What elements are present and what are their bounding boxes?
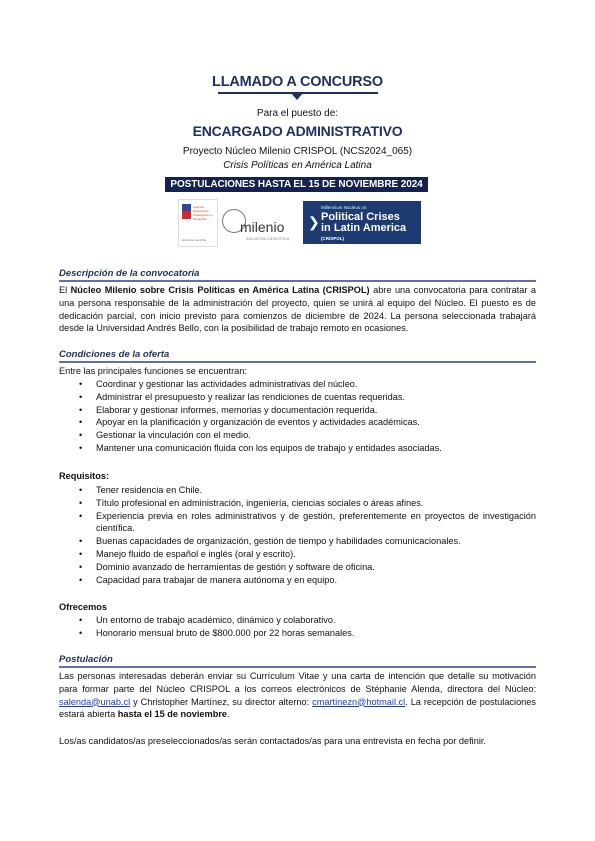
project-name: Proyecto Núcleo Milenio CRISPOL (NCS2024_065) <box>182 146 413 157</box>
milenio-tagline: INICIATIVA CIENTÍFICA <box>246 236 290 241</box>
section-divider <box>59 361 536 363</box>
crispol-logo-line1: Political Crises <box>321 211 400 223</box>
email-link-martinez[interactable]: cmartinezn@hotmail.cl <box>312 696 406 707</box>
list-item: • Experiencia previa en roles administrativos y de gestión, preferentemente en proyectos de investigación científica. <box>59 510 536 536</box>
ofrecemos-list <box>59 614 536 640</box>
funciones-list <box>59 378 536 455</box>
anid-logo-text: Agencia Nacional de Investigación y Desarrollo <box>193 205 213 221</box>
list-item: • Título profesional en administración, ingeniería, ciencias sociales o áreas afines. <box>59 497 536 510</box>
anid-flag-red <box>182 211 191 219</box>
section-divider <box>59 666 536 668</box>
crispol-logo-tag: (CRISPOL) <box>321 236 344 241</box>
descripcion-paragraph: El Núcleo Milenio sobre Crisis Políticas en América Latina (CRISPOL) abre una convocatoria para contratar a una persona responsable de la administración del proyecto, quien se unirá al equipo del Núcleo. El puesto es de dedicación parcial, con inicio previsto para comienzos de diciembre de 2024. La persona seleccionada trabajará desde la Universidad Andrés Bello, con la posibilidad de trabajo remoto en ocasiones. <box>59 285 536 334</box>
title-arrow-icon <box>291 93 303 100</box>
list-item: • Buenas capacidades de organización, gestión de tiempo y habilidades comunicacionales. <box>59 535 536 548</box>
milenio-wordmark: milenio <box>240 219 285 235</box>
list-item: • Elaborar y gestionar informes, memorias y documentación requerida. <box>59 404 536 417</box>
entrevista-paragraph: Los/as candidatos/as preseleccionados/as serán contactados/as para una entrevista en fecha por definir. <box>59 736 486 746</box>
section-heading-condiciones: Condiciones de la oferta <box>59 349 170 360</box>
list-item: • Tener residencia en Chile. <box>59 484 536 497</box>
list-item: • Dominio avanzado de herramientas de gestión y software de oficina. <box>59 561 536 574</box>
anid-logo <box>178 199 218 247</box>
list-item: • Mantener una comunicación fluida con los equipos de trabajo y entidades asociadas. <box>59 442 536 455</box>
deadline-text: hasta el 15 de noviembre <box>117 709 228 720</box>
section-divider <box>59 280 536 282</box>
chevron-right-icon: ❯ <box>308 214 320 230</box>
section-heading-postulacion: Postulación <box>59 654 113 665</box>
ofrecemos-title: Ofrecemos <box>59 602 108 612</box>
list-item: • Capacidad para trabajar de manera autónoma y en equipo. <box>59 574 536 587</box>
list-item: • Un entorno de trabajo académico, dinámico y colaborativo. <box>59 614 536 627</box>
funciones-intro: Entre las principales funciones se encuentran: <box>59 366 247 376</box>
nucleo-name: Núcleo Milenio sobre Crisis Políticas en América Latina (CRISPOL) <box>70 285 370 295</box>
email-link-alenda[interactable]: salenda@unab.cl <box>59 696 131 707</box>
crispol-logo-line2: in Latin America <box>321 222 407 234</box>
deadline-banner: POSTULACIONES HASTA EL 15 DE NOVIEMBRE 2024 <box>165 177 428 192</box>
requisitos-list <box>59 484 536 586</box>
list-item: • Coordinar y gestionar las actividades administrativas del núcleo. <box>59 378 536 391</box>
list-item: • Gestionar la vinculación con el medio. <box>59 429 536 442</box>
subtitle: Para el puesto de: <box>256 108 339 119</box>
project-subtitle: Crisis Políticas en América Latina <box>223 160 372 171</box>
page-title: LLAMADO A CONCURSO <box>212 74 383 90</box>
list-item: • Administrar el presupuesto y realizar las rendiciones de cuentas requeridas. <box>59 391 536 404</box>
list-item: • Manejo fluido de español e inglés (oral y escrito). <box>59 548 536 561</box>
position-title: ENCARGADO ADMINISTRATIVO <box>192 123 403 139</box>
anid-flag-blue <box>182 204 191 211</box>
list-item: • Honorario mensual bruto de $800.000 por 22 horas semanales. <box>59 627 536 640</box>
anid-logo-footer: Gobierno de Chile <box>182 238 207 242</box>
crispol-logo-small: Millennium Nucleus on <box>321 205 367 210</box>
section-heading-descripcion: Descripción de la convocatoria <box>59 268 200 279</box>
crispol-logo <box>303 201 421 244</box>
requisitos-title: Requisitos: <box>59 471 110 481</box>
list-item: • Apoyar en la planificación y organización de eventos y actividades académicas. <box>59 416 536 429</box>
postulacion-paragraph: Las personas interesadas deberán enviar su Currículum Vitae y una carta de intención que detalle su motivación para formar parte del Núcleo CRISPOL a los correos electrónicos de Stéphanie Alenda, directora del Núcleo: salenda@unab.cl y Christopher Martínez, su director alterno: cmartinezn@hotmail.cl. La recepción de postulaciones estará abierta hasta el 15 de noviembre. <box>59 671 536 720</box>
milenio-logo <box>218 207 293 245</box>
